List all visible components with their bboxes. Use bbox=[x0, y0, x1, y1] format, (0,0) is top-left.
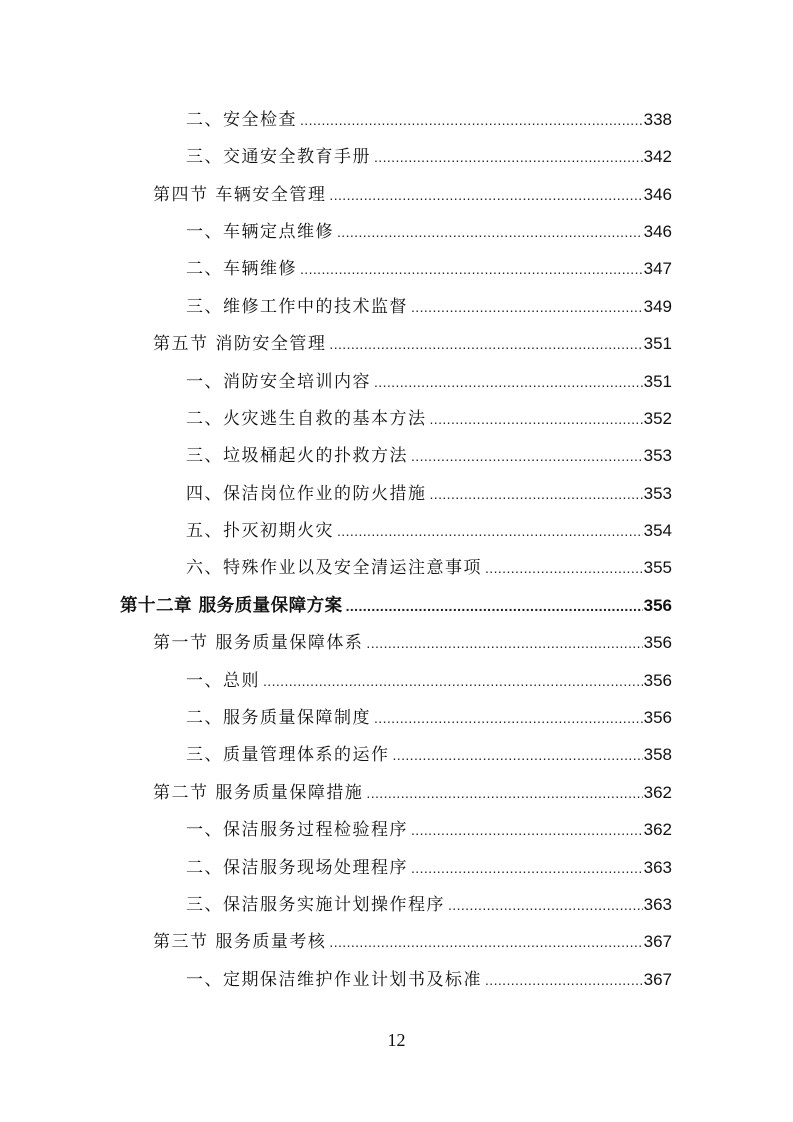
toc-entry-title: 二、火灾逃生自救的基本方法 bbox=[186, 409, 427, 429]
toc-leader-dots bbox=[263, 666, 643, 696]
toc-leader-dots bbox=[411, 292, 643, 322]
toc-leader-dots bbox=[393, 740, 643, 770]
toc-entry-page: 338 bbox=[643, 110, 672, 129]
toc-entry-page: 367 bbox=[643, 970, 672, 989]
toc-entry-title: 三、垃圾桶起火的扑救方法 bbox=[186, 446, 408, 466]
toc-entry-title: 三、质量管理体系的运作 bbox=[186, 745, 390, 765]
toc-leader-dots bbox=[346, 591, 643, 621]
toc-leader-dots bbox=[411, 815, 643, 845]
toc-entry[interactable] bbox=[186, 404, 672, 434]
toc-entry-title: 第十二章 服务质量保障方案 bbox=[120, 596, 343, 616]
toc-leader-dots bbox=[300, 105, 643, 135]
toc-entry-page: 352 bbox=[643, 409, 672, 428]
toc-entry-page: 362 bbox=[643, 783, 672, 802]
toc-entry-page: 363 bbox=[643, 895, 672, 914]
toc-entry-title: 三、保洁服务实施计划操作程序 bbox=[186, 895, 445, 915]
toc-entry[interactable] bbox=[186, 367, 672, 397]
toc-entry-page: 342 bbox=[643, 147, 672, 166]
toc-entry[interactable] bbox=[186, 666, 672, 696]
toc-entry-page: 355 bbox=[643, 558, 672, 577]
toc-entry[interactable] bbox=[186, 217, 672, 247]
toc-entry[interactable] bbox=[186, 441, 672, 471]
toc-entry[interactable] bbox=[153, 778, 672, 808]
toc-entry-title: 二、安全检查 bbox=[186, 110, 297, 130]
toc-entry-page: 354 bbox=[643, 521, 672, 540]
toc-entry-page: 346 bbox=[643, 222, 672, 241]
toc-leader-dots bbox=[337, 217, 643, 247]
toc-entry-page: 356 bbox=[643, 633, 672, 652]
toc-entry-title: 一、消防安全培训内容 bbox=[186, 372, 371, 392]
toc-entry[interactable] bbox=[186, 142, 672, 172]
toc-entry-page: 356 bbox=[643, 596, 672, 615]
toc-entry[interactable] bbox=[153, 927, 672, 957]
toc-entry-page: 353 bbox=[643, 484, 672, 503]
toc-entry-title: 一、总则 bbox=[186, 671, 260, 691]
toc-entry-title: 二、保洁服务现场处理程序 bbox=[186, 858, 408, 878]
toc-entry-page: 356 bbox=[643, 708, 672, 727]
toc-entry-title: 第二节 服务质量保障措施 bbox=[153, 783, 364, 803]
toc-entry-chapter[interactable] bbox=[120, 591, 672, 621]
toc-entry-page: 347 bbox=[643, 259, 672, 278]
toc-leader-dots bbox=[411, 441, 643, 471]
toc-leader-dots bbox=[374, 367, 643, 397]
toc-entry[interactable] bbox=[186, 105, 672, 135]
toc-entry-page: 351 bbox=[643, 334, 672, 353]
toc-leader-dots bbox=[374, 703, 643, 733]
toc-entry-title: 五、扑灭初期火灾 bbox=[186, 521, 334, 541]
toc-entry-page: 351 bbox=[643, 372, 672, 391]
toc-leader-dots bbox=[329, 927, 642, 957]
toc-entry-page: 346 bbox=[643, 185, 672, 204]
toc-leader-dots bbox=[485, 965, 643, 995]
toc-entry-page: 356 bbox=[643, 671, 672, 690]
toc-entry-title: 四、保洁岗位作业的防火措施 bbox=[186, 484, 427, 504]
toc-entry-page: 353 bbox=[643, 446, 672, 465]
toc-leader-dots bbox=[337, 516, 643, 546]
toc-leader-dots bbox=[411, 853, 643, 883]
toc-entry-title: 二、服务质量保障制度 bbox=[186, 708, 371, 728]
toc-entry-page: 362 bbox=[643, 820, 672, 839]
toc-leader-dots bbox=[374, 142, 643, 172]
page-number: 12 bbox=[387, 1030, 406, 1050]
toc-entry[interactable] bbox=[186, 815, 672, 845]
toc-entry-title: 一、保洁服务过程检验程序 bbox=[186, 820, 408, 840]
toc-leader-dots bbox=[329, 329, 642, 359]
toc-entry-page: 363 bbox=[643, 858, 672, 877]
toc-entry-title: 一、定期保洁维护作业计划书及标准 bbox=[186, 970, 482, 990]
toc-entry-title: 三、交通安全教育手册 bbox=[186, 147, 371, 167]
toc-entry[interactable] bbox=[186, 254, 672, 284]
toc-entry[interactable] bbox=[186, 516, 672, 546]
toc-entry[interactable] bbox=[186, 890, 672, 920]
toc-leader-dots bbox=[300, 254, 643, 284]
toc-entry[interactable] bbox=[153, 329, 672, 359]
toc-entry-title: 第四节 车辆安全管理 bbox=[153, 185, 327, 205]
toc-entry-title: 第五节 消防安全管理 bbox=[153, 334, 327, 354]
toc-entry[interactable] bbox=[186, 292, 672, 322]
toc-entry-page: 367 bbox=[643, 932, 672, 951]
toc-entry-title: 六、特殊作业以及安全清运注意事项 bbox=[186, 558, 482, 578]
toc-entry[interactable] bbox=[186, 479, 672, 509]
toc-leader-dots bbox=[366, 628, 642, 658]
toc-entry-title: 二、车辆维修 bbox=[186, 259, 297, 279]
toc-entry[interactable] bbox=[186, 703, 672, 733]
toc-leader-dots bbox=[448, 890, 643, 920]
toc-leader-dots bbox=[366, 778, 642, 808]
toc-entry-page: 358 bbox=[643, 745, 672, 764]
toc-entry[interactable] bbox=[186, 965, 672, 995]
toc-entry[interactable] bbox=[153, 180, 672, 210]
toc-entry[interactable] bbox=[186, 740, 672, 770]
toc-entry[interactable] bbox=[153, 628, 672, 658]
toc-entry-title: 第三节 服务质量考核 bbox=[153, 932, 327, 952]
toc-entry-title: 一、车辆定点维修 bbox=[186, 222, 334, 242]
toc-entry[interactable] bbox=[186, 553, 672, 583]
toc-entry-title: 三、维修工作中的技术监督 bbox=[186, 297, 408, 317]
toc-leader-dots bbox=[430, 479, 643, 509]
toc-leader-dots bbox=[430, 404, 643, 434]
toc-entry[interactable] bbox=[186, 853, 672, 883]
toc-leader-dots bbox=[485, 553, 643, 583]
toc-entry-title: 第一节 服务质量保障体系 bbox=[153, 633, 364, 653]
toc-leader-dots bbox=[329, 180, 642, 210]
toc-entry-page: 349 bbox=[643, 297, 672, 316]
